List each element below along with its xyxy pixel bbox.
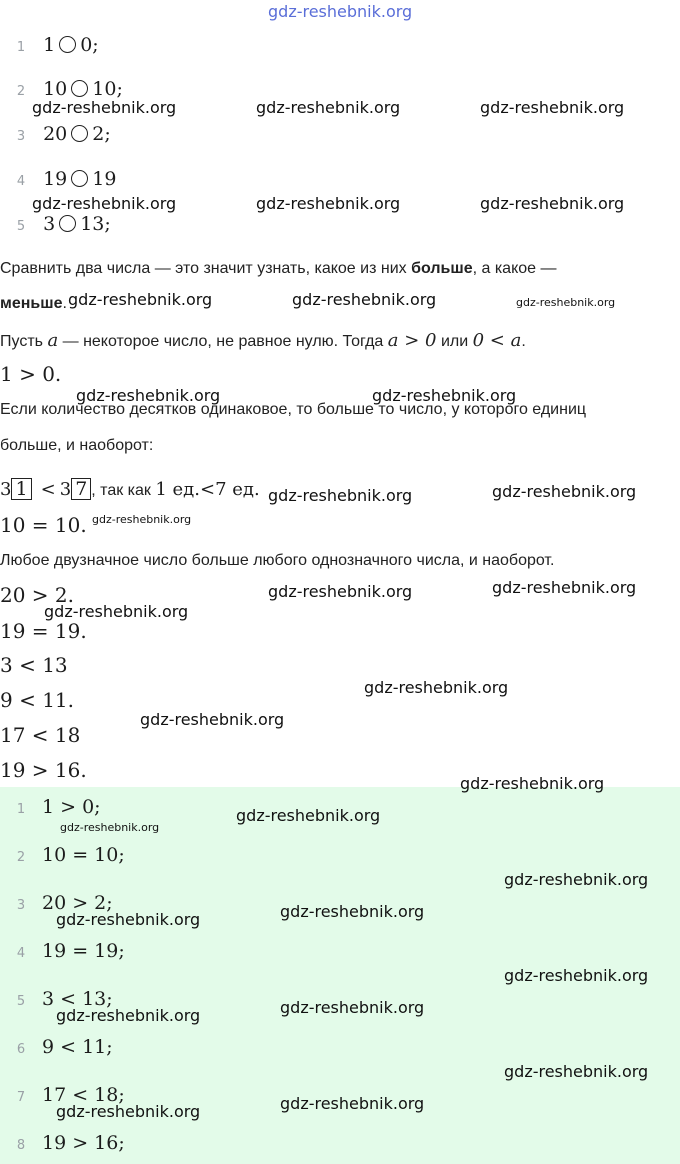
explanation-paragraph-3: Если количество десятков одинаковое, то больше то число, у которого единиц xyxy=(0,401,587,418)
explanation-paragraph-1-cont: меньше. xyxy=(0,295,67,312)
watermark: gdz-reshebnik.org xyxy=(492,482,637,501)
watermark: gdz-reshebnik.org xyxy=(32,194,177,213)
task-item: 5 3 13; xyxy=(16,213,111,235)
watermark: gdz-reshebnik.org xyxy=(56,910,201,929)
watermark: gdz-reshebnik.org xyxy=(292,290,437,309)
example-item: 20 > 2. xyxy=(0,583,75,607)
watermark: gdz-reshebnik.org xyxy=(68,290,213,309)
watermark: gdz-reshebnik.org xyxy=(56,1006,201,1025)
watermark: gdz-reshebnik.org xyxy=(56,1102,201,1121)
units-box: 7 xyxy=(71,478,91,500)
watermark: gdz-reshebnik.org xyxy=(268,486,413,505)
comparison-circle[interactable] xyxy=(59,36,76,53)
example-item: 3 < 13 xyxy=(0,653,68,677)
watermark: gdz-reshebnik.org xyxy=(372,386,517,405)
answer-item: 1 1 > 0; xyxy=(16,796,101,818)
task-item: 4 19 19 xyxy=(16,168,117,190)
watermark: gdz-reshebnik.org xyxy=(504,1062,649,1081)
watermark: gdz-reshebnik.org xyxy=(492,578,637,597)
site-watermark-top: gdz-reshebnik.org xyxy=(268,2,413,21)
comparison-circle[interactable] xyxy=(59,215,76,232)
answer-item: 4 19 = 19; xyxy=(16,940,125,962)
units-box: 1 xyxy=(11,478,31,500)
example-item: 19 > 16. xyxy=(0,758,87,782)
watermark: gdz-reshebnik.org xyxy=(280,902,425,921)
watermark: gdz-reshebnik.org xyxy=(504,966,649,985)
example-2: 10 = 10. xyxy=(0,513,87,537)
example-item: 19 = 19. xyxy=(0,619,87,643)
tens-units-comparison: 3 1 < 3 7 , так как 1 ед.<7 ед. xyxy=(0,478,260,500)
answer-item: 7 17 < 18; xyxy=(16,1084,125,1106)
watermark: gdz-reshebnik.org xyxy=(480,194,625,213)
answer-item: 2 10 = 10; xyxy=(16,844,125,866)
comparison-circle[interactable] xyxy=(71,80,88,97)
answer-item: 6 9 < 11; xyxy=(16,1036,113,1058)
example-item: 17 < 18 xyxy=(0,723,81,747)
watermark: gdz-reshebnik.org xyxy=(364,678,509,697)
watermark: gdz-reshebnik.org xyxy=(460,774,605,793)
example-1: 1 > 0. xyxy=(0,362,62,386)
watermark: gdz-reshebnik.org xyxy=(44,602,189,621)
watermark: gdz-reshebnik.org xyxy=(256,194,401,213)
explanation-paragraph-4: Любое двузначное число больше любого однозначного числа, и наоборот. xyxy=(0,552,555,569)
example-item: 9 < 11. xyxy=(0,688,75,712)
watermark: gdz-reshebnik.org xyxy=(236,806,381,825)
explanation-paragraph-2: Пусть a — некоторое число, не равное нулю. Тогда a > 0 или 0 < a. xyxy=(0,330,526,351)
answer-item: 3 20 > 2; xyxy=(16,892,113,914)
watermark: gdz-reshebnik.org xyxy=(60,821,160,834)
watermark: gdz-reshebnik.org xyxy=(256,98,401,117)
watermark: gdz-reshebnik.org xyxy=(280,998,425,1017)
explanation-paragraph-3-cont: больше, и наоборот: xyxy=(0,437,154,454)
watermark: gdz-reshebnik.org xyxy=(504,870,649,889)
watermark: gdz-reshebnik.org xyxy=(480,98,625,117)
answer-item: 5 3 < 13; xyxy=(16,988,113,1010)
comparison-circle[interactable] xyxy=(71,170,88,187)
watermark: gdz-reshebnik.org xyxy=(32,98,177,117)
answer-item: 8 19 > 16; xyxy=(16,1132,125,1154)
comparison-circle[interactable] xyxy=(71,125,88,142)
watermark: gdz-reshebnik.org xyxy=(140,710,285,729)
watermark: gdz-reshebnik.org xyxy=(516,296,616,309)
watermark: gdz-reshebnik.org xyxy=(268,582,413,601)
watermark: gdz-reshebnik.org xyxy=(280,1094,425,1113)
task-item: 1 1 0; xyxy=(16,34,99,56)
task-item: 2 10 10; xyxy=(16,78,123,100)
watermark: gdz-reshebnik.org xyxy=(92,513,192,526)
explanation-paragraph-1: Сравнить два числа — это значит узнать, какое из них больше, а какое — xyxy=(0,260,557,277)
task-item: 3 20 2; xyxy=(16,123,111,145)
watermark: gdz-reshebnik.org xyxy=(76,386,221,405)
